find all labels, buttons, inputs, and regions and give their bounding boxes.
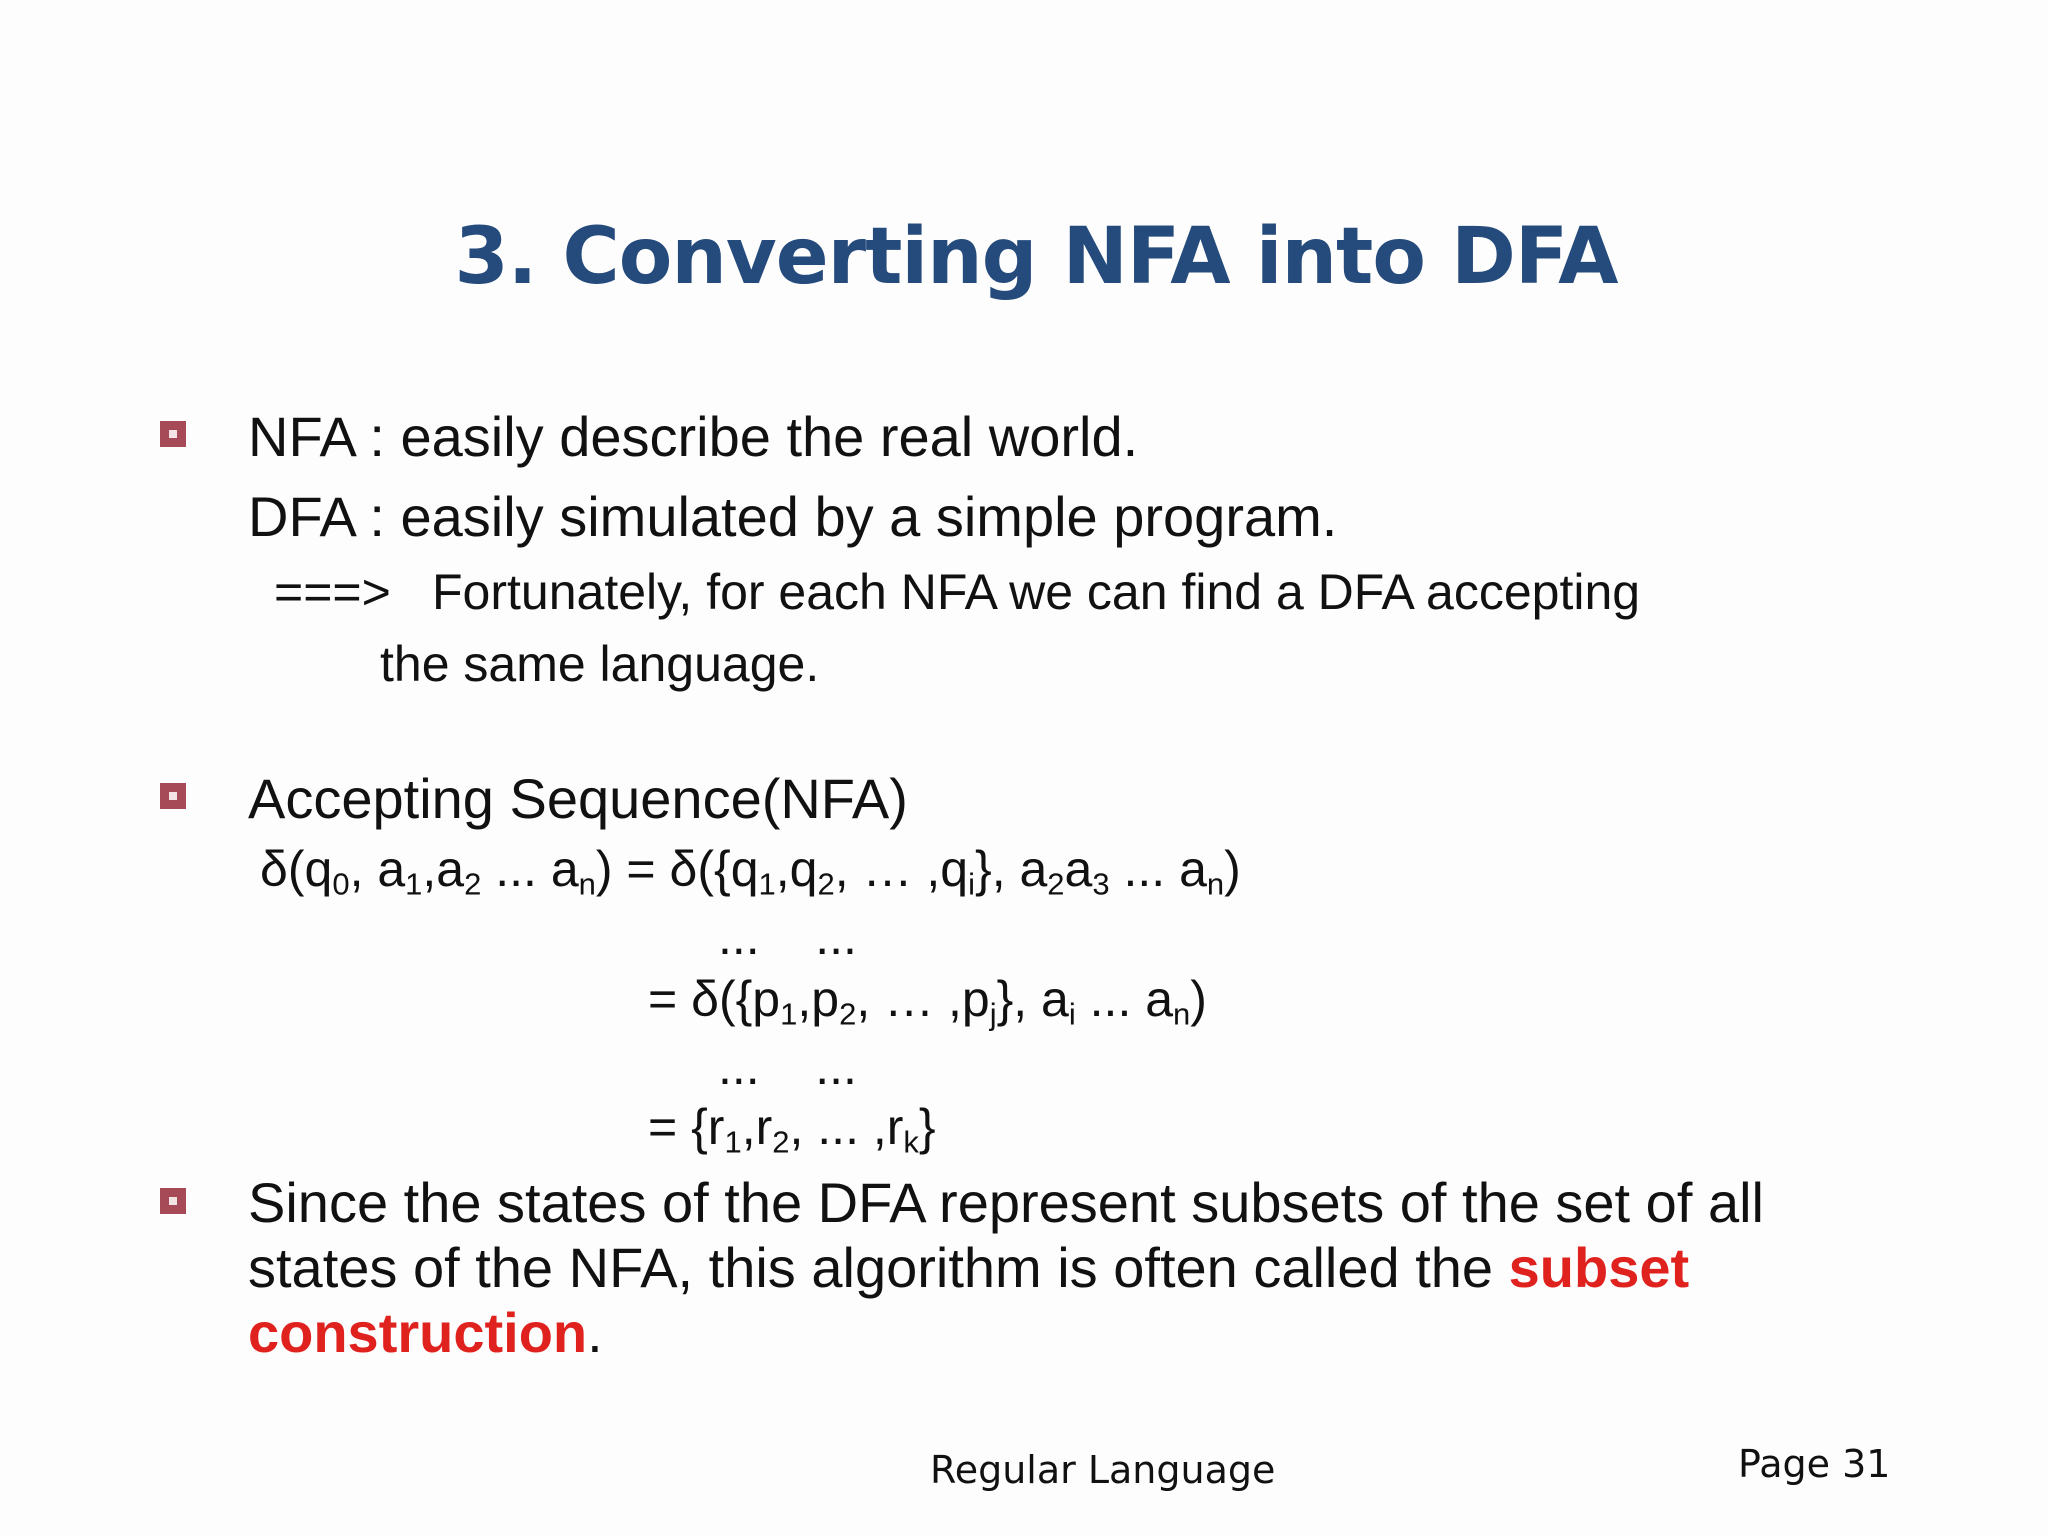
equation-line-1: $\delta(q_0$, $a_1,a_2$ ... $a_n) = \delta(\{q_1,q_2$, … $,q_i$}, $a_2a_3$ ... $a_n$) (260, 841, 1241, 902)
page-number: Page 31 (1738, 1442, 1891, 1486)
bullet-2-heading: Accepting Sequence(NFA) (248, 767, 908, 830)
bullet-3-line-3: construction. (248, 1301, 603, 1364)
arrow-marker: ===> (274, 564, 391, 620)
equation-line-2: = $\delta(\{p_1,p_2$, … $,p_j$}, $a_i$ ... $a_n$) (648, 971, 1207, 1032)
slide-title: 3. Converting NFA into DFA (454, 212, 1618, 302)
note-line-1: Fortunately, for each NFA we can find a DFA accepting (432, 564, 1641, 620)
bullet-1-line-1: NFA : easily describe the real world. (248, 405, 1139, 468)
equation-dots-1: ... ... (718, 909, 857, 965)
bullet-marker-1 (160, 421, 186, 447)
note-line-2: the same language. (380, 636, 820, 692)
bullet-3-line-2: states of the NFA, this algorithm is often called the subset (248, 1236, 1690, 1299)
equation-line-3: = {$r_1,r_2$, ... $,r_k$} (648, 1099, 936, 1160)
bullet-3-line-1: Since the states of the DFA represent subsets of the set of all (248, 1171, 1764, 1234)
bullet-marker-2 (160, 783, 186, 809)
highlight-subset: subset (1508, 1236, 1690, 1299)
bullet-1-line-2: DFA : easily simulated by a simple program. (248, 485, 1338, 548)
bullet-marker-3 (160, 1188, 186, 1214)
equation-dots-2: ... ... (718, 1039, 857, 1095)
footer-title: Regular Language (930, 1448, 1276, 1492)
highlight-construction: construction (248, 1301, 588, 1364)
